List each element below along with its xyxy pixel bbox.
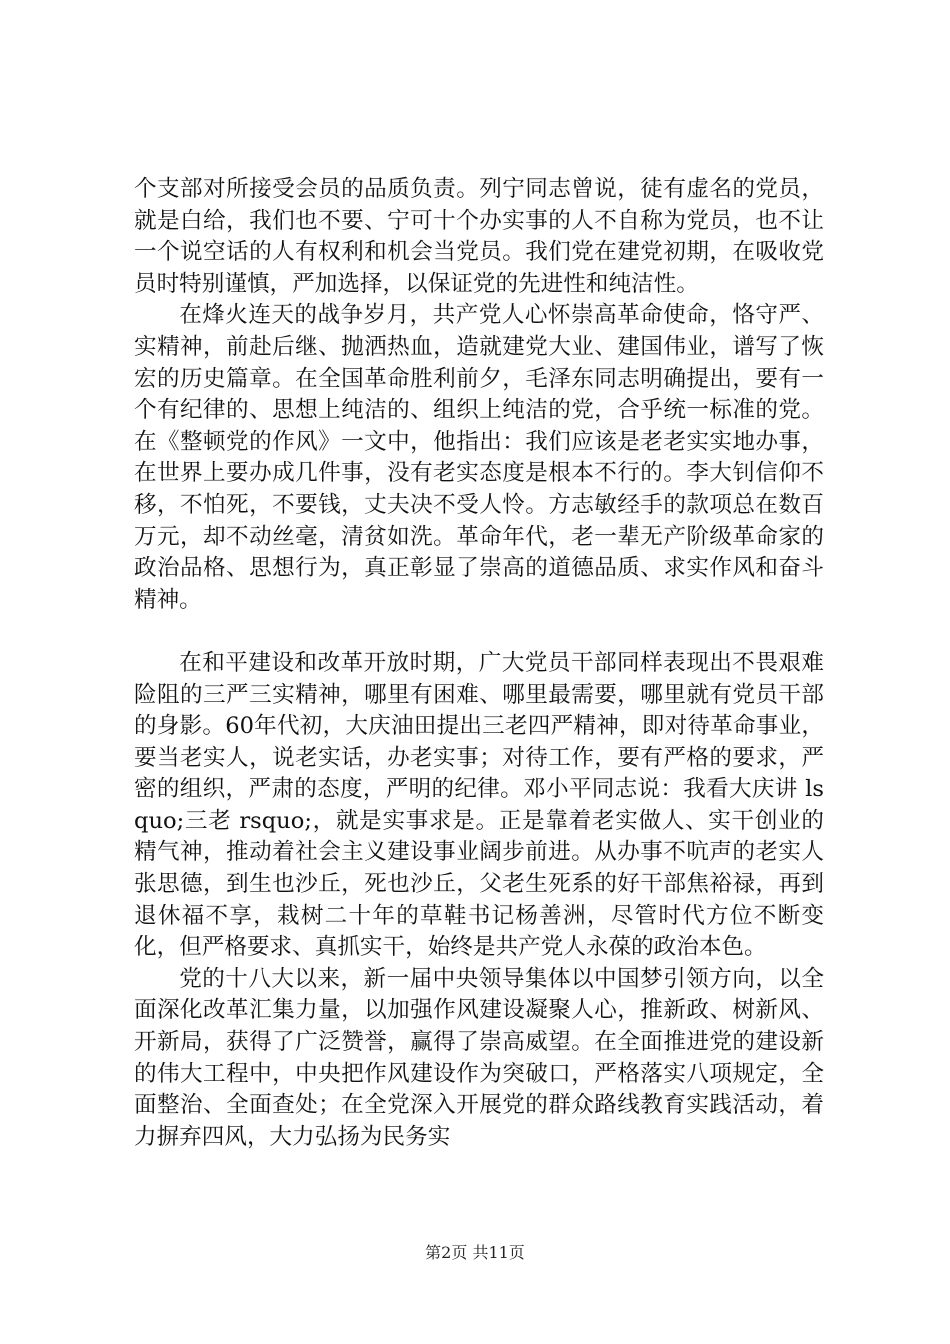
page-footer: 第2页 共11页 — [425, 1243, 525, 1262]
paragraph-eighteenth-congress: 党的十八大以来，新一届中央领导集体以中国梦引领方向，以全面深化改革汇集力量，以加强作风建设凝聚人心，推新政、树新风、开新局，获得了广泛赞誉，赢得了崇高威望。在全面推进党的建设新的伟大工程中，中央把作风建设作为突破口，严格落实八项规定，全面整治、全面查处；在全党深入开展党的群众路线教育实践活动，着力摒弃四风，大力弘扬为民务实 — [134, 965, 824, 1150]
paragraph-peace-reform: 在和平建设和改革开放时期，广大党员干部同样表现出不畏艰难险阻的三严三实精神，哪里有困难、哪里最需要，哪里就有党员干部的身影。60年代初，大庆油田提出三老四严精神，即对待革命事业，要当老实人，说老实话，办老实事；对待工作，要有严格的要求，严密的组织，严肃的态度，严明的纪律。邓小平同志说：我看大庆讲 lsquo;三老 rsquo;，就是实事求是。正是靠着老实做人、实干创业的精气神，推动着社会主义建设事业阔步前进。从办事不吭声的老实人张思德，到生也沙丘，死也沙丘，父老生死系的好干部焦裕禄，再到退休福不享，栽树二十年的草鞋书记杨善洲，尽管时代方位不断变化，但严格要求、真抓实干，始终是共产党人永葆的政治本色。 — [134, 649, 824, 961]
document-body — [134, 174, 824, 1153]
paragraph-continuation: 个支部对所接受会员的品质负责。列宁同志曾说，徒有虚名的党员，就是白给，我们也不要、宁可十个办实事的人不自称为党员，也不让一个说空话的人有权利和机会当党员。我们党在建党初期，在吸收党员时特别谨慎，严加选择，以保证党的先进性和纯洁性。 — [134, 176, 824, 297]
paragraph-war-years: 在烽火连天的战争岁月，共产党人心怀崇高革命使命，恪守严、实精神，前赴后继、抛洒热血，造就建党大业、建国伟业，谱写了恢宏的历史篇章。在全国革命胜利前夕，毛泽东同志明确提出，要有一个有纪律的、思想上纯洁的、组织上纯洁的党，合乎统一标准的党。在《整顿党的作风》一文中，他指出：我们应该是老老实实地办事，在世界上要办成几件事，没有老实态度是根本不行的。李大钊信仰不移，不怕死，不要钱，丈夫决不受人怜。方志敏经手的款项总在数百万元，却不动丝毫，清贫如洗。革命年代，老一辈无产阶级革命家的政治品格、思想行为，真正彰显了崇高的道德品质、求实作风和奋斗精神。 — [134, 302, 824, 613]
